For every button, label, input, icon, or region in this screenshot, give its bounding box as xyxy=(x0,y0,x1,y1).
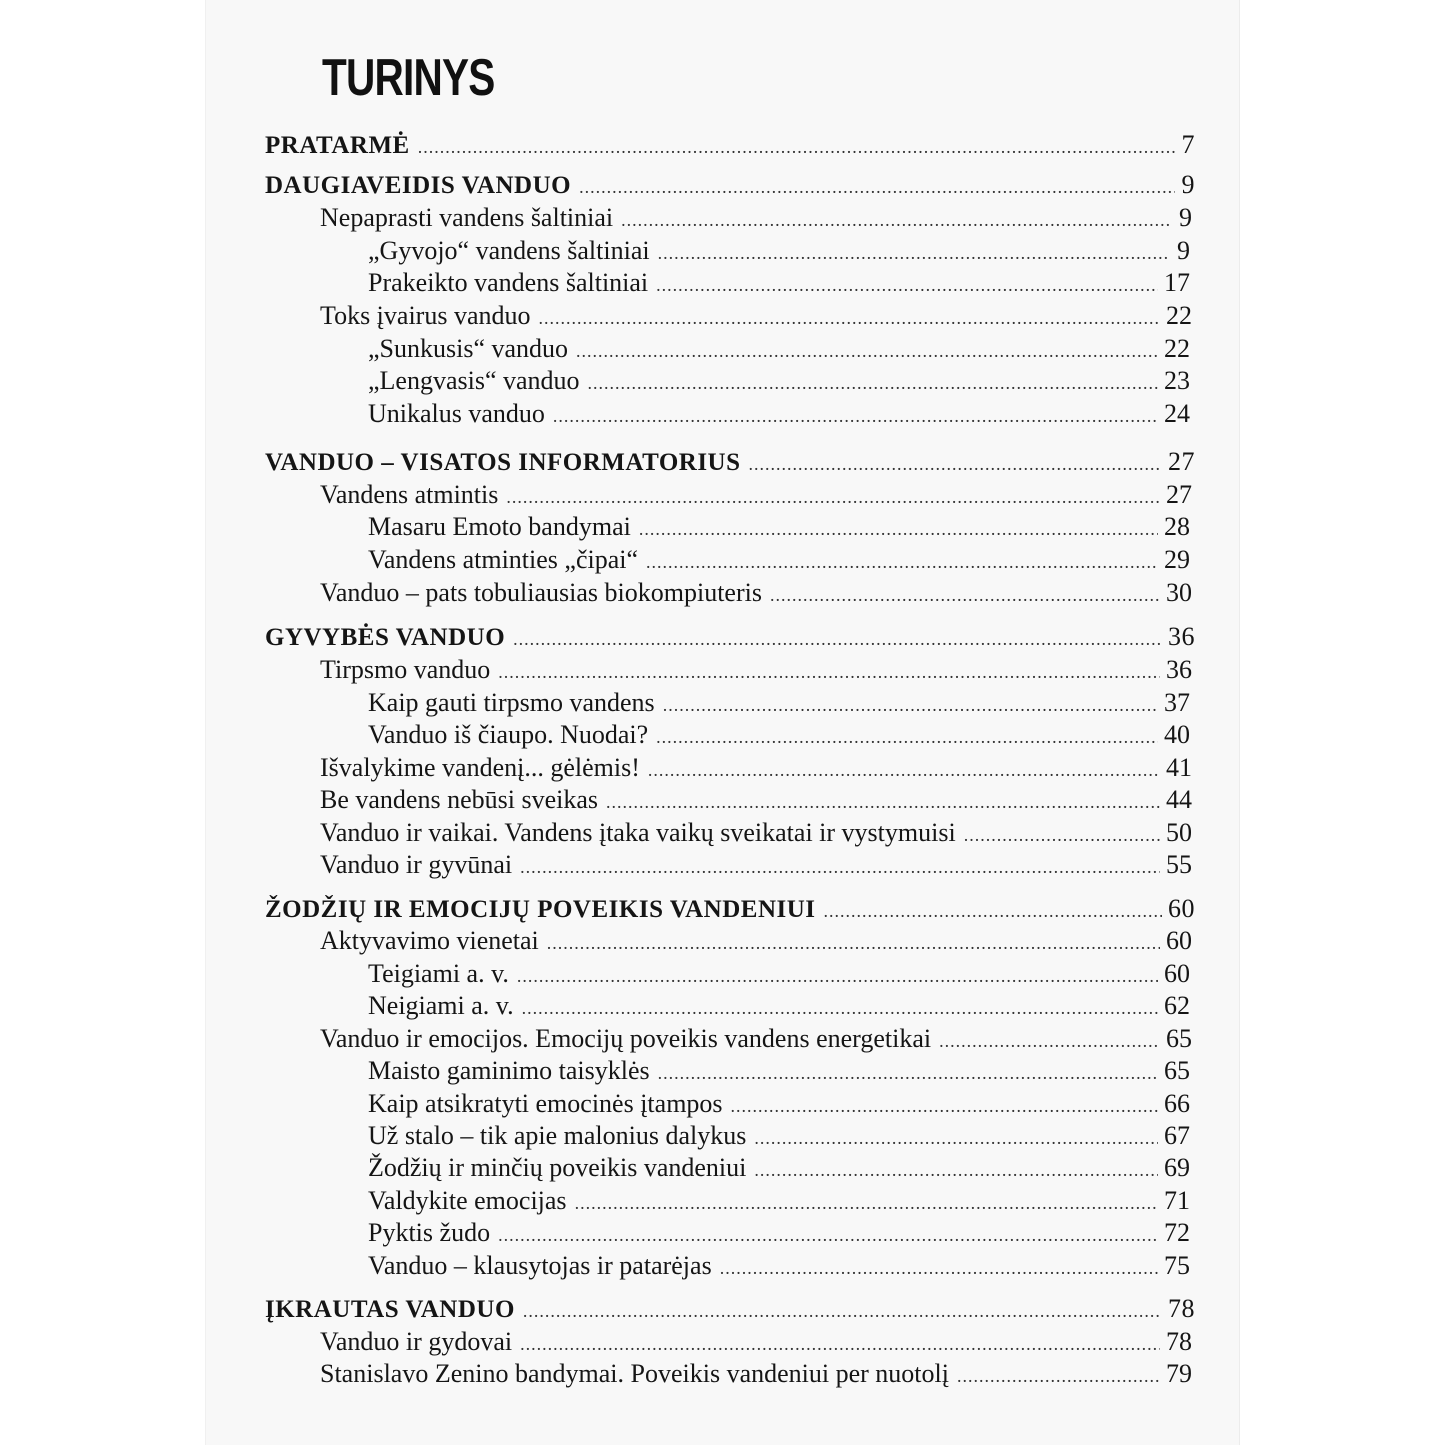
dot-leader xyxy=(553,406,1158,427)
toc-entry-title: Tirpsmo vanduo xyxy=(320,655,491,684)
toc-entry xyxy=(368,236,1190,266)
toc-entry-title: Prakeikto vandens šaltiniai xyxy=(368,268,649,297)
toc-entry xyxy=(265,130,1195,160)
dot-leader xyxy=(579,177,1175,198)
toc-entry-title: PRATARMĖ xyxy=(265,132,410,159)
toc-page-number: 30 xyxy=(1166,578,1192,607)
dot-leader xyxy=(720,1258,1158,1279)
toc-page-number: 36 xyxy=(1166,655,1192,684)
toc-entry-title: ĮKRAUTAS VANDUO xyxy=(265,1296,515,1323)
toc-page-number: 41 xyxy=(1166,753,1192,782)
toc-entry xyxy=(368,545,1190,575)
toc-page-number: 78 xyxy=(1168,1294,1195,1323)
toc-entry xyxy=(265,622,1195,652)
toc-entry-title: Vanduo ir vaikai. Vandens įtaka vaikų sveikatai ir vystymuisi xyxy=(320,818,956,847)
toc-entry-title: VANDUO – VISATOS INFORMATORIUS xyxy=(265,449,741,476)
toc-entry xyxy=(368,1186,1190,1216)
toc-page-number: 55 xyxy=(1166,850,1192,879)
toc-entry xyxy=(320,1327,1192,1357)
dot-leader xyxy=(754,1128,1158,1149)
dot-leader xyxy=(520,857,1160,878)
toc-page-number: 71 xyxy=(1164,1186,1190,1215)
toc-entry-title: Kaip gauti tirpsmo vandens xyxy=(368,688,655,717)
toc-entry-title: Masaru Emoto bandymai xyxy=(368,512,631,541)
toc-page-number: 17 xyxy=(1164,268,1190,297)
toc-entry xyxy=(368,1056,1190,1086)
toc-page-number: 78 xyxy=(1166,1327,1192,1356)
toc-entry xyxy=(368,1251,1190,1281)
toc-entry-title: Vanduo iš čiaupo. Nuodai? xyxy=(368,720,649,749)
dot-leader xyxy=(621,210,1172,231)
dot-leader xyxy=(513,629,1162,650)
toc-entry-title: Unikalus vanduo xyxy=(368,399,545,428)
dot-leader xyxy=(539,308,1161,329)
dot-leader xyxy=(656,275,1158,296)
toc-page-number: 66 xyxy=(1164,1089,1190,1118)
dot-leader xyxy=(646,552,1158,573)
dot-leader xyxy=(754,1160,1158,1181)
toc-entry xyxy=(320,655,1192,685)
toc-page-number: 27 xyxy=(1168,447,1195,476)
toc-entry xyxy=(320,753,1192,783)
toc-page-number: 28 xyxy=(1164,512,1190,541)
dot-leader xyxy=(964,825,1160,846)
dot-leader xyxy=(656,727,1158,748)
dot-leader xyxy=(749,454,1162,475)
toc-entry-title: Už stalo – tik apie malonius dalykus xyxy=(368,1121,747,1150)
toc-entry-title: Vanduo ir gydovai xyxy=(320,1327,513,1356)
toc-entry-title: GYVYBĖS VANDUO xyxy=(265,624,506,651)
toc-entry xyxy=(368,1153,1190,1183)
toc-entry-title: Vandens atmintis xyxy=(320,480,499,509)
dot-leader xyxy=(522,998,1158,1019)
toc-entry xyxy=(368,1089,1190,1119)
toc-page-number: 24 xyxy=(1164,399,1190,428)
toc-entry xyxy=(368,1121,1190,1151)
dot-leader xyxy=(639,519,1158,540)
toc-entry xyxy=(265,1294,1195,1324)
toc-entry xyxy=(368,366,1190,396)
toc-page-number: 36 xyxy=(1168,622,1195,651)
toc-page-number: 9 xyxy=(1181,170,1195,199)
toc-page-number: 9 xyxy=(1179,203,1192,232)
toc-entry-title: Vanduo – klausytojas ir patarėjas xyxy=(368,1251,712,1280)
toc-entry xyxy=(320,818,1192,848)
toc-entry-title: Kaip atsikratyti emocinės įtampos xyxy=(368,1089,723,1118)
toc-entry-title: Vanduo – pats tobuliausias biokompiuteris xyxy=(320,578,762,607)
dot-leader xyxy=(576,341,1158,362)
toc-page-number: 22 xyxy=(1164,334,1190,363)
toc-entry xyxy=(320,785,1192,815)
dot-leader xyxy=(498,1225,1158,1246)
toc-entry-title: ŽODŽIŲ IR EMOCIJŲ POVEIKIS VANDENIUI xyxy=(265,896,816,923)
toc-entry xyxy=(368,268,1190,298)
toc-page-number: 65 xyxy=(1166,1024,1192,1053)
toc-entry-title: Žodžių ir minčių poveikis vandeniui xyxy=(368,1153,747,1182)
toc-entry xyxy=(265,447,1195,477)
page-title: TURINYS xyxy=(322,49,495,107)
dot-leader xyxy=(506,487,1160,508)
toc-entry-title: Vanduo ir emocijos. Emocijų poveikis vandens energetikai xyxy=(320,1024,932,1053)
toc-page-number: 75 xyxy=(1164,1251,1190,1280)
toc-entry xyxy=(265,170,1195,200)
toc-entry-title: Pyktis žudo xyxy=(368,1218,491,1247)
toc-page-number: 23 xyxy=(1164,366,1190,395)
toc-entry xyxy=(320,850,1192,880)
toc-entry xyxy=(368,399,1190,429)
dot-leader xyxy=(648,760,1160,781)
toc-entry-title: Išvalykime vandenį... gėlėmis! xyxy=(320,753,640,782)
dot-leader xyxy=(658,1063,1158,1084)
toc-entry xyxy=(320,1024,1192,1054)
toc-entry-title: Vandens atminties „čipai“ xyxy=(368,545,639,574)
dot-leader xyxy=(663,695,1158,716)
toc-entry xyxy=(368,512,1190,542)
toc-page-number: 67 xyxy=(1164,1121,1190,1150)
toc-page-number: 37 xyxy=(1164,688,1190,717)
toc-entry xyxy=(320,578,1192,608)
toc-entry xyxy=(265,894,1195,924)
toc-entry-title: DAUGIAVEIDIS VANDUO xyxy=(265,172,572,199)
toc-page-number: 40 xyxy=(1164,720,1190,749)
toc-entry-title: „Lengvasis“ vanduo xyxy=(368,366,580,395)
toc-entry xyxy=(320,203,1192,233)
toc-entry xyxy=(368,959,1190,989)
toc-entry-title: Be vandens nebūsi sveikas xyxy=(320,785,599,814)
dot-leader xyxy=(606,792,1160,813)
toc-entry-title: Stanislavo Zenino bandymai. Poveikis vandeniui per nuotolį xyxy=(320,1359,949,1388)
dot-leader xyxy=(523,1301,1162,1322)
toc-page-number: 69 xyxy=(1164,1153,1190,1182)
toc-entry-title: Teigiami a. v. xyxy=(368,959,509,988)
toc-entry-title: Vanduo ir gyvūnai xyxy=(320,850,513,879)
dot-leader xyxy=(418,137,1175,158)
toc-page-number: 62 xyxy=(1164,991,1190,1020)
toc-entry-title: Aktyvavimo vienetai xyxy=(320,926,539,955)
toc-page-number: 29 xyxy=(1164,545,1190,574)
toc-page-number: 65 xyxy=(1164,1056,1190,1085)
toc-entry-title: Maisto gaminimo taisyklės xyxy=(368,1056,650,1085)
dot-leader xyxy=(575,1193,1158,1214)
toc-entry-title: „Sunkusis“ vanduo xyxy=(368,334,569,363)
dot-leader xyxy=(520,1334,1160,1355)
dot-leader xyxy=(824,901,1162,922)
toc-entry-title: Toks įvairus vanduo xyxy=(320,301,531,330)
toc-page-number: 79 xyxy=(1166,1359,1192,1388)
toc-entry xyxy=(368,1218,1190,1248)
dot-leader xyxy=(658,243,1170,264)
toc-page-number: 60 xyxy=(1164,959,1190,988)
dot-leader xyxy=(547,933,1160,954)
toc-page-number: 22 xyxy=(1166,301,1192,330)
toc-page-number: 60 xyxy=(1168,894,1195,923)
toc-page-number: 27 xyxy=(1166,480,1192,509)
toc-page-number: 7 xyxy=(1181,130,1195,159)
toc-entry-title: Neigiami a. v. xyxy=(368,991,514,1020)
toc-entry xyxy=(320,1359,1192,1389)
toc-page-number: 9 xyxy=(1177,236,1190,265)
toc-entry xyxy=(320,301,1192,331)
dot-leader xyxy=(498,662,1160,683)
toc-entry xyxy=(368,720,1190,750)
dot-leader xyxy=(517,966,1158,987)
dot-leader xyxy=(770,585,1160,606)
toc-page-number: 50 xyxy=(1166,818,1192,847)
toc-entry xyxy=(320,480,1192,510)
dot-leader xyxy=(957,1366,1160,1387)
toc-entry xyxy=(320,926,1192,956)
toc-entry xyxy=(368,334,1190,364)
toc-entry-title: Valdykite emocijas xyxy=(368,1186,567,1215)
toc-page-number: 44 xyxy=(1166,785,1192,814)
toc-page-number: 72 xyxy=(1164,1218,1190,1247)
toc-entry xyxy=(368,688,1190,718)
toc-entry-title: „Gyvojo“ vandens šaltiniai xyxy=(368,236,650,265)
toc-page-number: 60 xyxy=(1166,926,1192,955)
toc-entry xyxy=(368,991,1190,1021)
dot-leader xyxy=(588,373,1158,394)
dot-leader xyxy=(939,1031,1160,1052)
dot-leader xyxy=(731,1096,1158,1117)
toc-entry-title: Nepaprasti vandens šaltiniai xyxy=(320,203,614,232)
